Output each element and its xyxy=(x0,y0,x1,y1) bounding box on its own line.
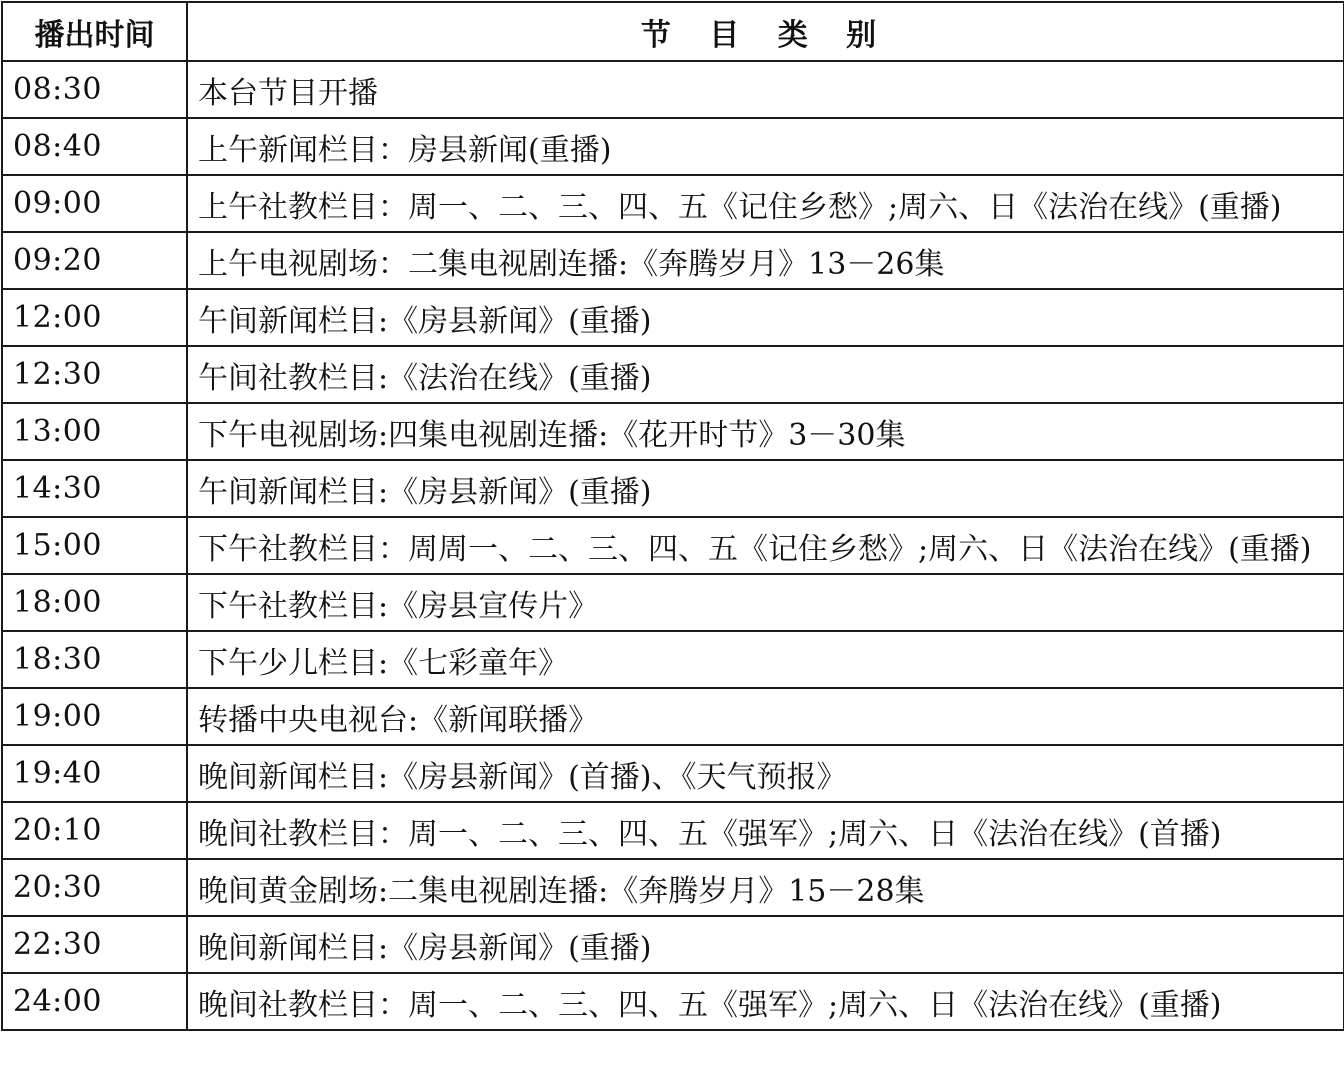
broadcast-time-cell: 09:00 xyxy=(2,175,187,232)
program-category-cell: 午间社教栏目:《法治在线》(重播) xyxy=(187,346,1344,403)
table-row xyxy=(2,346,1344,403)
table-row xyxy=(2,289,1344,346)
table-row xyxy=(2,631,1344,688)
broadcast-time-cell: 18:30 xyxy=(2,631,187,688)
program-category-cell: 上午电视剧场：二集电视剧连播:《奔腾岁月》13－26集 xyxy=(187,232,1344,289)
table-row xyxy=(2,688,1344,745)
program-category-cell: 午间新闻栏目:《房县新闻》(重播) xyxy=(187,460,1344,517)
broadcast-time-cell: 20:30 xyxy=(2,859,187,916)
table-row xyxy=(2,574,1344,631)
broadcast-time-cell: 18:00 xyxy=(2,574,187,631)
program-category-cell: 晚间新闻栏目:《房县新闻》(重播) xyxy=(187,916,1344,973)
program-category-cell: 晚间社教栏目：周一、二、三、四、五《强军》;周六、日《法治在线》(首播) xyxy=(187,802,1344,859)
program-category-cell: 本台节目开播 xyxy=(187,61,1344,118)
table-row xyxy=(2,232,1344,289)
program-category-cell: 下午社教栏目:《房县宣传片》 xyxy=(187,574,1344,631)
program-category-cell: 晚间新闻栏目:《房县新闻》(首播)、《天气预报》 xyxy=(187,745,1344,802)
broadcast-time-cell: 08:40 xyxy=(2,118,187,175)
broadcast-time-cell: 12:00 xyxy=(2,289,187,346)
schedule-body xyxy=(2,61,1344,1030)
table-row xyxy=(2,517,1344,574)
header-broadcast-time: 播出时间 xyxy=(2,2,187,61)
program-category-cell: 上午社教栏目：周一、二、三、四、五《记住乡愁》;周六、日《法治在线》(重播) xyxy=(187,175,1344,232)
broadcast-time-cell: 14:30 xyxy=(2,460,187,517)
table-row xyxy=(2,118,1344,175)
broadcast-time-cell: 09:20 xyxy=(2,232,187,289)
program-category-cell: 下午少儿栏目:《七彩童年》 xyxy=(187,631,1344,688)
table-row xyxy=(2,973,1344,1030)
table-row xyxy=(2,175,1344,232)
program-category-cell: 转播中央电视台:《新闻联播》 xyxy=(187,688,1344,745)
program-category-cell: 晚间黄金剧场:二集电视剧连播:《奔腾岁月》15－28集 xyxy=(187,859,1344,916)
table-row xyxy=(2,916,1344,973)
broadcast-time-cell: 15:00 xyxy=(2,517,187,574)
program-category-cell: 下午电视剧场:四集电视剧连播:《花开时节》3－30集 xyxy=(187,403,1344,460)
program-category-cell: 上午新闻栏目：房县新闻(重播) xyxy=(187,118,1344,175)
broadcast-time-cell: 13:00 xyxy=(2,403,187,460)
program-schedule-table xyxy=(1,1,1344,1031)
table-row xyxy=(2,460,1344,517)
table-row xyxy=(2,745,1344,802)
broadcast-time-cell: 24:00 xyxy=(2,973,187,1030)
broadcast-time-cell: 12:30 xyxy=(2,346,187,403)
broadcast-time-cell: 22:30 xyxy=(2,916,187,973)
table-row xyxy=(2,403,1344,460)
header-row xyxy=(2,2,1344,61)
program-category-cell: 晚间社教栏目：周一、二、三、四、五《强军》;周六、日《法治在线》(重播) xyxy=(187,973,1344,1030)
broadcast-time-cell: 08:30 xyxy=(2,61,187,118)
broadcast-time-cell: 19:40 xyxy=(2,745,187,802)
broadcast-time-cell: 20:10 xyxy=(2,802,187,859)
program-category-cell: 下午社教栏目：周周一、二、三、四、五《记住乡愁》;周六、日《法治在线》(重播) xyxy=(187,517,1344,574)
broadcast-time-cell: 19:00 xyxy=(2,688,187,745)
table-row xyxy=(2,859,1344,916)
table-row xyxy=(2,802,1344,859)
table-row xyxy=(2,61,1344,118)
program-category-cell: 午间新闻栏目:《房县新闻》(重播) xyxy=(187,289,1344,346)
header-program-category: 节 目 类 别 xyxy=(187,2,1344,61)
